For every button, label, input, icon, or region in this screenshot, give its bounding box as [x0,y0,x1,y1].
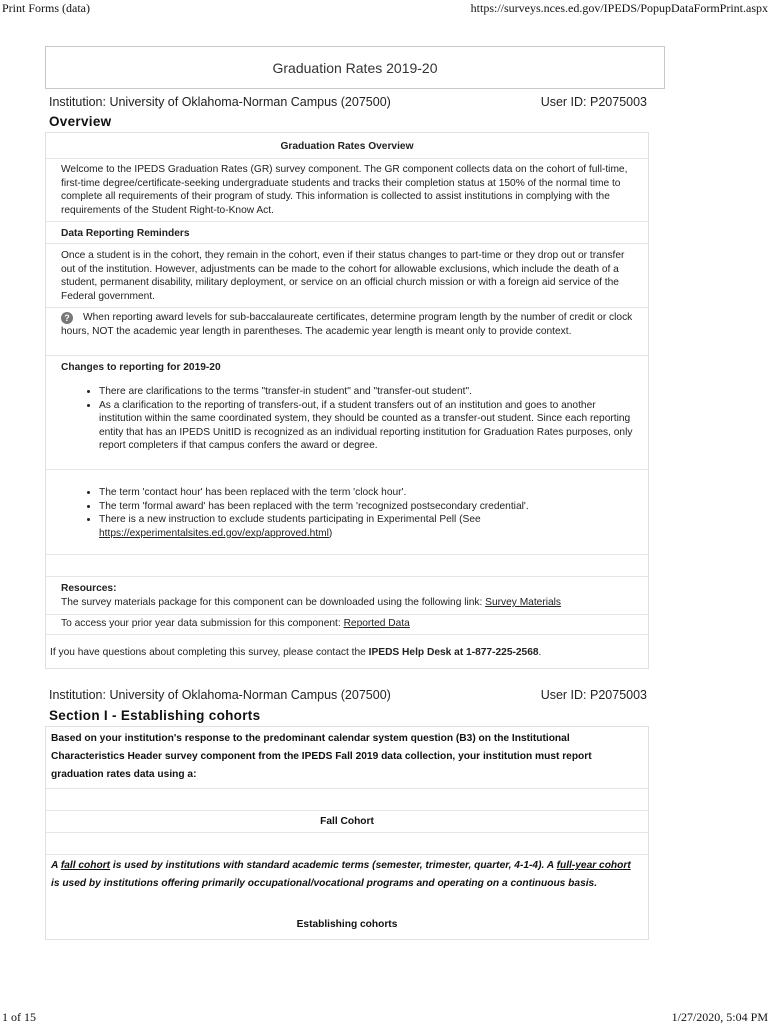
resources-row [46,576,648,614]
help-text: If you have questions about completing this survey, please contact the [50,647,369,658]
spacer-row [46,832,648,854]
resources-text: The survey materials package for this component can be downloaded using the following link: [61,597,486,608]
overview-box [45,132,649,669]
def-b: is used by institutions with standard academic terms (semester, trimester, quarter, 4-1-4). A [110,860,557,871]
cohort-definition [51,857,636,893]
changes-list-1-wrap [61,385,634,453]
user-id: User ID: P2075003 [540,95,647,109]
institution-name: Institution: University of Oklahoma-Norman Campus (207500) [49,688,391,702]
reminders-text: Once a student is in the cohort, they remain in the cohort, even if their status changes to part-time or they drop out or transfer out of the institution. However, adjustments can be made to the cohort for allowable exclusions, which include the death of a student, permanent disability, military deployment, or service on an official church mission or with a foreign aid service of the Federal government. [61,250,625,302]
list-item [99,513,634,540]
form-title: Graduation Rates 2019-20 [45,46,665,89]
list-item: • The term 'formal award' has been replaced with the term 'recognized postsecondary credential'. [99,500,634,514]
list-item: • As a clarification to the reporting of transfers-out, if a student transfers out of an institution and goes to another institution within the same coordinated system, they should be counted as a transfer-out student. Since each reporting entity that has an IPEDS UnitID is recognized as an individual reporting institution for Graduation Rates purposes, only report completers if that campus confers the award or degree. [99,399,634,453]
section1-intro-row [46,727,648,788]
changes-list-1 [61,385,634,453]
help-row [46,634,648,670]
print-footer-page: 1 of 15 [2,1010,36,1024]
experimental-sites-link[interactable]: https://experimentalsites.ed.gov/exp/approved.html [99,527,329,539]
section1-heading: Section I - Establishing cohorts [49,708,261,723]
award-note-text: When reporting award levels for sub-baccalaureate certificates, determine program length by the number of credit or clock hours, NOT the academic year length in parentheses. The academic year length is meant only to provide context. [61,312,633,337]
overview-box-title: Graduation Rates Overview [280,141,414,152]
pell-close: ) [328,527,333,539]
list-item: • There are clarifications to the terms "transfer-in student" and "transfer-out student". [99,385,634,399]
section1-intro: Based on your institution's response to the predominant calendar system question (B3) on the Institutional Characteristics Header survey component from the IPEDS Fall 2019 data collection, your institution must report graduation rates data using a: [51,733,592,780]
reminders-title-row [46,221,648,243]
changes-list-2-wrap [61,486,634,540]
overview-box-title-row [46,133,648,158]
user-id: User ID: P2075003 [540,688,647,702]
overview-heading: Overview [49,114,112,129]
resources-title: Resources: [61,583,117,594]
institution-row [49,95,649,109]
resources-line [61,596,634,610]
prior-year-row [46,614,648,634]
prior-year-text: To access your prior year data submission for this component: [61,618,344,629]
list-item: • The term 'contact hour' has been replaced with the term 'clock hour'. [99,486,634,500]
print-header-url: https://surveys.nces.ed.gov/IPEDS/PopupDataFormPrint.aspx [470,1,768,15]
changes-list-2 [61,486,634,540]
establishing-row [46,914,648,941]
changes-row-2 [46,469,648,554]
spacer-row [46,554,648,576]
prior-year-line [61,617,410,631]
cohort-label-row [46,810,648,832]
cohort-definition-row [46,854,648,914]
print-header-title: Print Forms (data) [2,1,90,15]
welcome-text: Welcome to the IPEDS Graduation Rates (GR) survey component. The GR component collects data on the cohort of full-time, first-time degree/certificate-seeking undergraduate students and tracks their completion status at 150% of the normal time to complete all requirements of their program of study. This information is collected to assist institutions in complying with the requirements of the Student Right-to-Know Act. [61,164,628,216]
print-footer-date: 1/27/2020, 5:04 PM [671,1010,768,1024]
cohort-label: Fall Cohort [320,816,374,827]
award-note [61,311,634,338]
award-note-row [46,307,648,355]
establishing-cohorts-title: Establishing cohorts [296,919,398,930]
changes-title: Changes to reporting for 2019-20 [61,362,221,373]
reported-data-link[interactable]: Reported Data [343,618,410,629]
changes-row [46,355,648,469]
survey-materials-link[interactable]: Survey Materials [485,597,562,608]
fall-cohort-link[interactable]: fall cohort [60,860,111,871]
spacer-row [46,788,648,810]
def-c: is used by institutions offering primarily occupational/vocational programs and operating on a continuous basis. [51,878,598,889]
pell-text: There is a new instruction to exclude students participating in Experimental Pell (See [99,514,481,526]
help-line [50,646,541,660]
reminders-row [46,243,648,307]
section1-box [45,726,649,940]
help-desk-phone: IPEDS Help Desk at 1-877-225-2568 [368,647,539,658]
help-icon[interactable]: ? [61,312,73,324]
full-year-cohort-link[interactable]: full-year cohort [556,860,631,871]
reminders-title: Data Reporting Reminders [61,228,190,239]
institution-name: Institution: University of Oklahoma-Norman Campus (207500) [49,95,391,109]
welcome-row [46,158,648,221]
def-a: A [51,860,61,871]
help-end: . [538,647,542,658]
institution-row-2 [49,688,649,702]
